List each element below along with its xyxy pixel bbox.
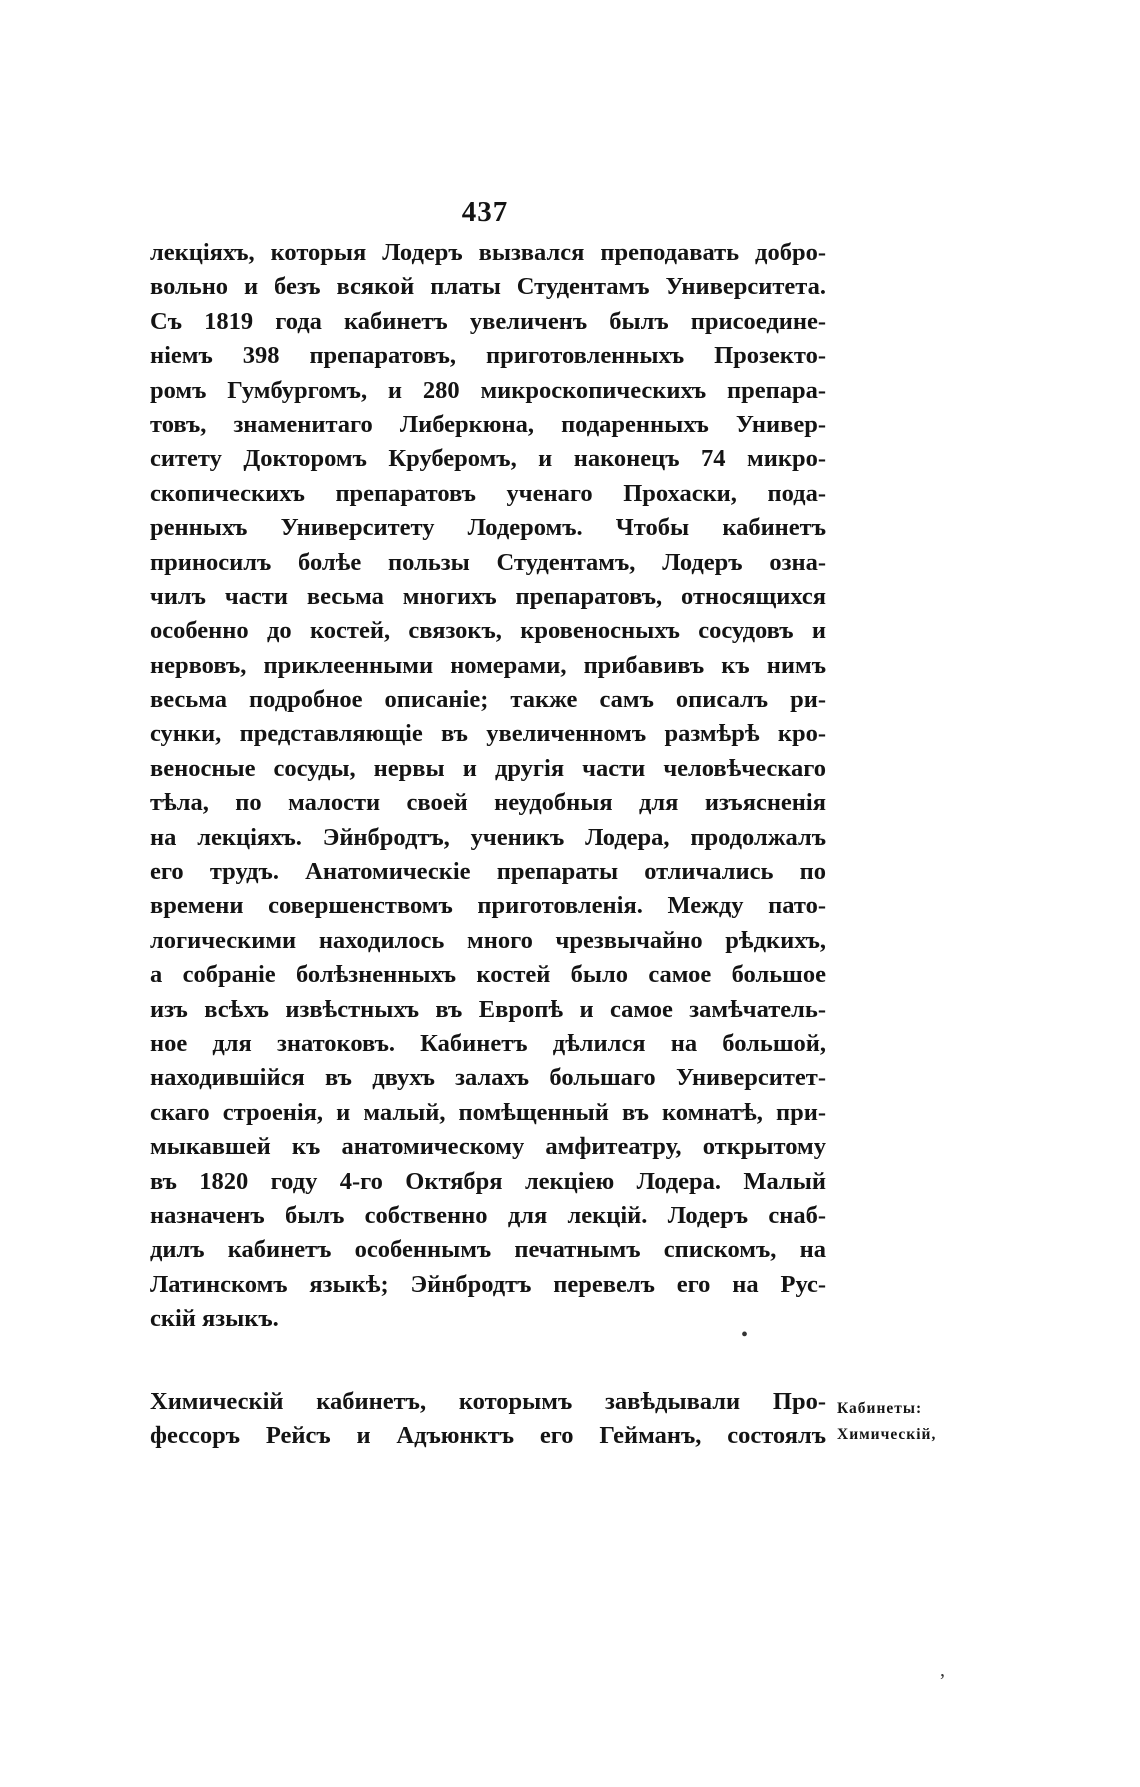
- text-line: фессоръ Рейсъ и Адъюнктъ его Гейманъ, состоялъ: [150, 1422, 826, 1450]
- text-line: товъ, знаменитаго Либеркюна, подаренныхъ Универ-: [150, 410, 826, 438]
- text-line: ренныхъ Университету Лодеромъ. Чтобы кабинетъ: [150, 514, 826, 542]
- text-line: ромъ Гумбургомъ, и 280 микроскопическихъ препара-: [150, 376, 826, 404]
- main-paragraph: [150, 236, 826, 1337]
- text-line: скопическихъ препаратовъ ученаго Прохаски, пода-: [150, 479, 826, 507]
- text-line: вольно и безъ всякой платы Студентамъ Университета.: [150, 273, 826, 301]
- text-line: Съ 1819 года кабинетъ увеличенъ былъ присоедине-: [150, 307, 826, 335]
- second-paragraph: [150, 1385, 826, 1454]
- text-line-last: скій языкъ.: [150, 1305, 279, 1333]
- text-line: тѣла, по малости своей неудобныя для изъясненія: [150, 789, 826, 817]
- text-line: сунки, представляющіе въ увеличенномъ размѣрѣ кро-: [150, 720, 826, 748]
- text-line: изъ всѣхъ извѣстныхъ въ Европѣ и самое замѣчатель-: [150, 995, 826, 1023]
- margin-note: [837, 1396, 982, 1448]
- text-line: особенно до костей, связокъ, кровеносныхъ сосудовъ и: [150, 617, 826, 645]
- text-line: ное для знатоковъ. Кабинетъ дѣлился на большой,: [150, 1029, 826, 1057]
- print-speck: •: [741, 1324, 749, 1346]
- page-number: 437: [461, 196, 509, 228]
- text-line: его трудъ. Анатомическіе препараты отличались по: [150, 858, 826, 886]
- text-line: приносилъ болѣе пользы Студентамъ, Лодеръ озна-: [150, 548, 826, 576]
- text-line: ситету Докторомъ Круберомъ, и наконецъ 74 микро-: [150, 445, 826, 473]
- text-line: Химическій кабинетъ, которымъ завѣдывали Про-: [150, 1388, 826, 1415]
- text-line: веносные сосуды, нервы и другія части человѣческаго: [150, 754, 826, 782]
- margin-note-heading: Кабинеты:: [837, 1400, 923, 1417]
- text-line: дилъ кабинетъ особеннымъ печатнымъ спискомъ, на: [150, 1236, 826, 1264]
- text-line: скаго строенія, и малый, помѣщенный въ комнатѣ, при-: [150, 1098, 826, 1126]
- print-speck: ,: [940, 1659, 945, 1681]
- text-line: лекціяхъ, которыя Лодеръ вызвался преподавать добро-: [150, 239, 826, 266]
- margin-note-subheading: Химическій,: [837, 1426, 937, 1443]
- text-line: логическими находилось много чрезвычайно рѣдкихъ,: [150, 926, 826, 954]
- text-line: назначенъ былъ собственно для лекцій. Лодеръ снаб-: [150, 1201, 826, 1229]
- text-line: въ 1820 году 4-го Октября лекціею Лодера. Малый: [150, 1167, 826, 1195]
- text-line: на лекціяхъ. Эйнбродтъ, ученикъ Лодера, продолжалъ: [150, 823, 826, 851]
- text-line: находившійся въ двухъ залахъ большаго Университет-: [150, 1064, 826, 1092]
- text-line: мыкавшей къ анатомическому амфитеатру, открытому: [150, 1133, 826, 1161]
- text-line: весьма подробное описаніе; также самъ описалъ ри-: [150, 686, 826, 714]
- text-line: ніемъ 398 препаратовъ, приготовленныхъ Прозекто-: [150, 342, 826, 370]
- text-line: Латинскомъ языкѣ; Эйнбродтъ перевелъ его на Рус-: [150, 1270, 826, 1298]
- text-line: нервовъ, приклеенными номерами, прибавивъ къ нимъ: [150, 651, 826, 679]
- text-line: а собраніе болѣзненныхъ костей было самое большое: [150, 961, 826, 989]
- text-line: чилъ части весьма многихъ препаратовъ, относящихся: [150, 582, 826, 610]
- text-line: времени совершенствомъ приготовленія. Между пато-: [150, 892, 826, 920]
